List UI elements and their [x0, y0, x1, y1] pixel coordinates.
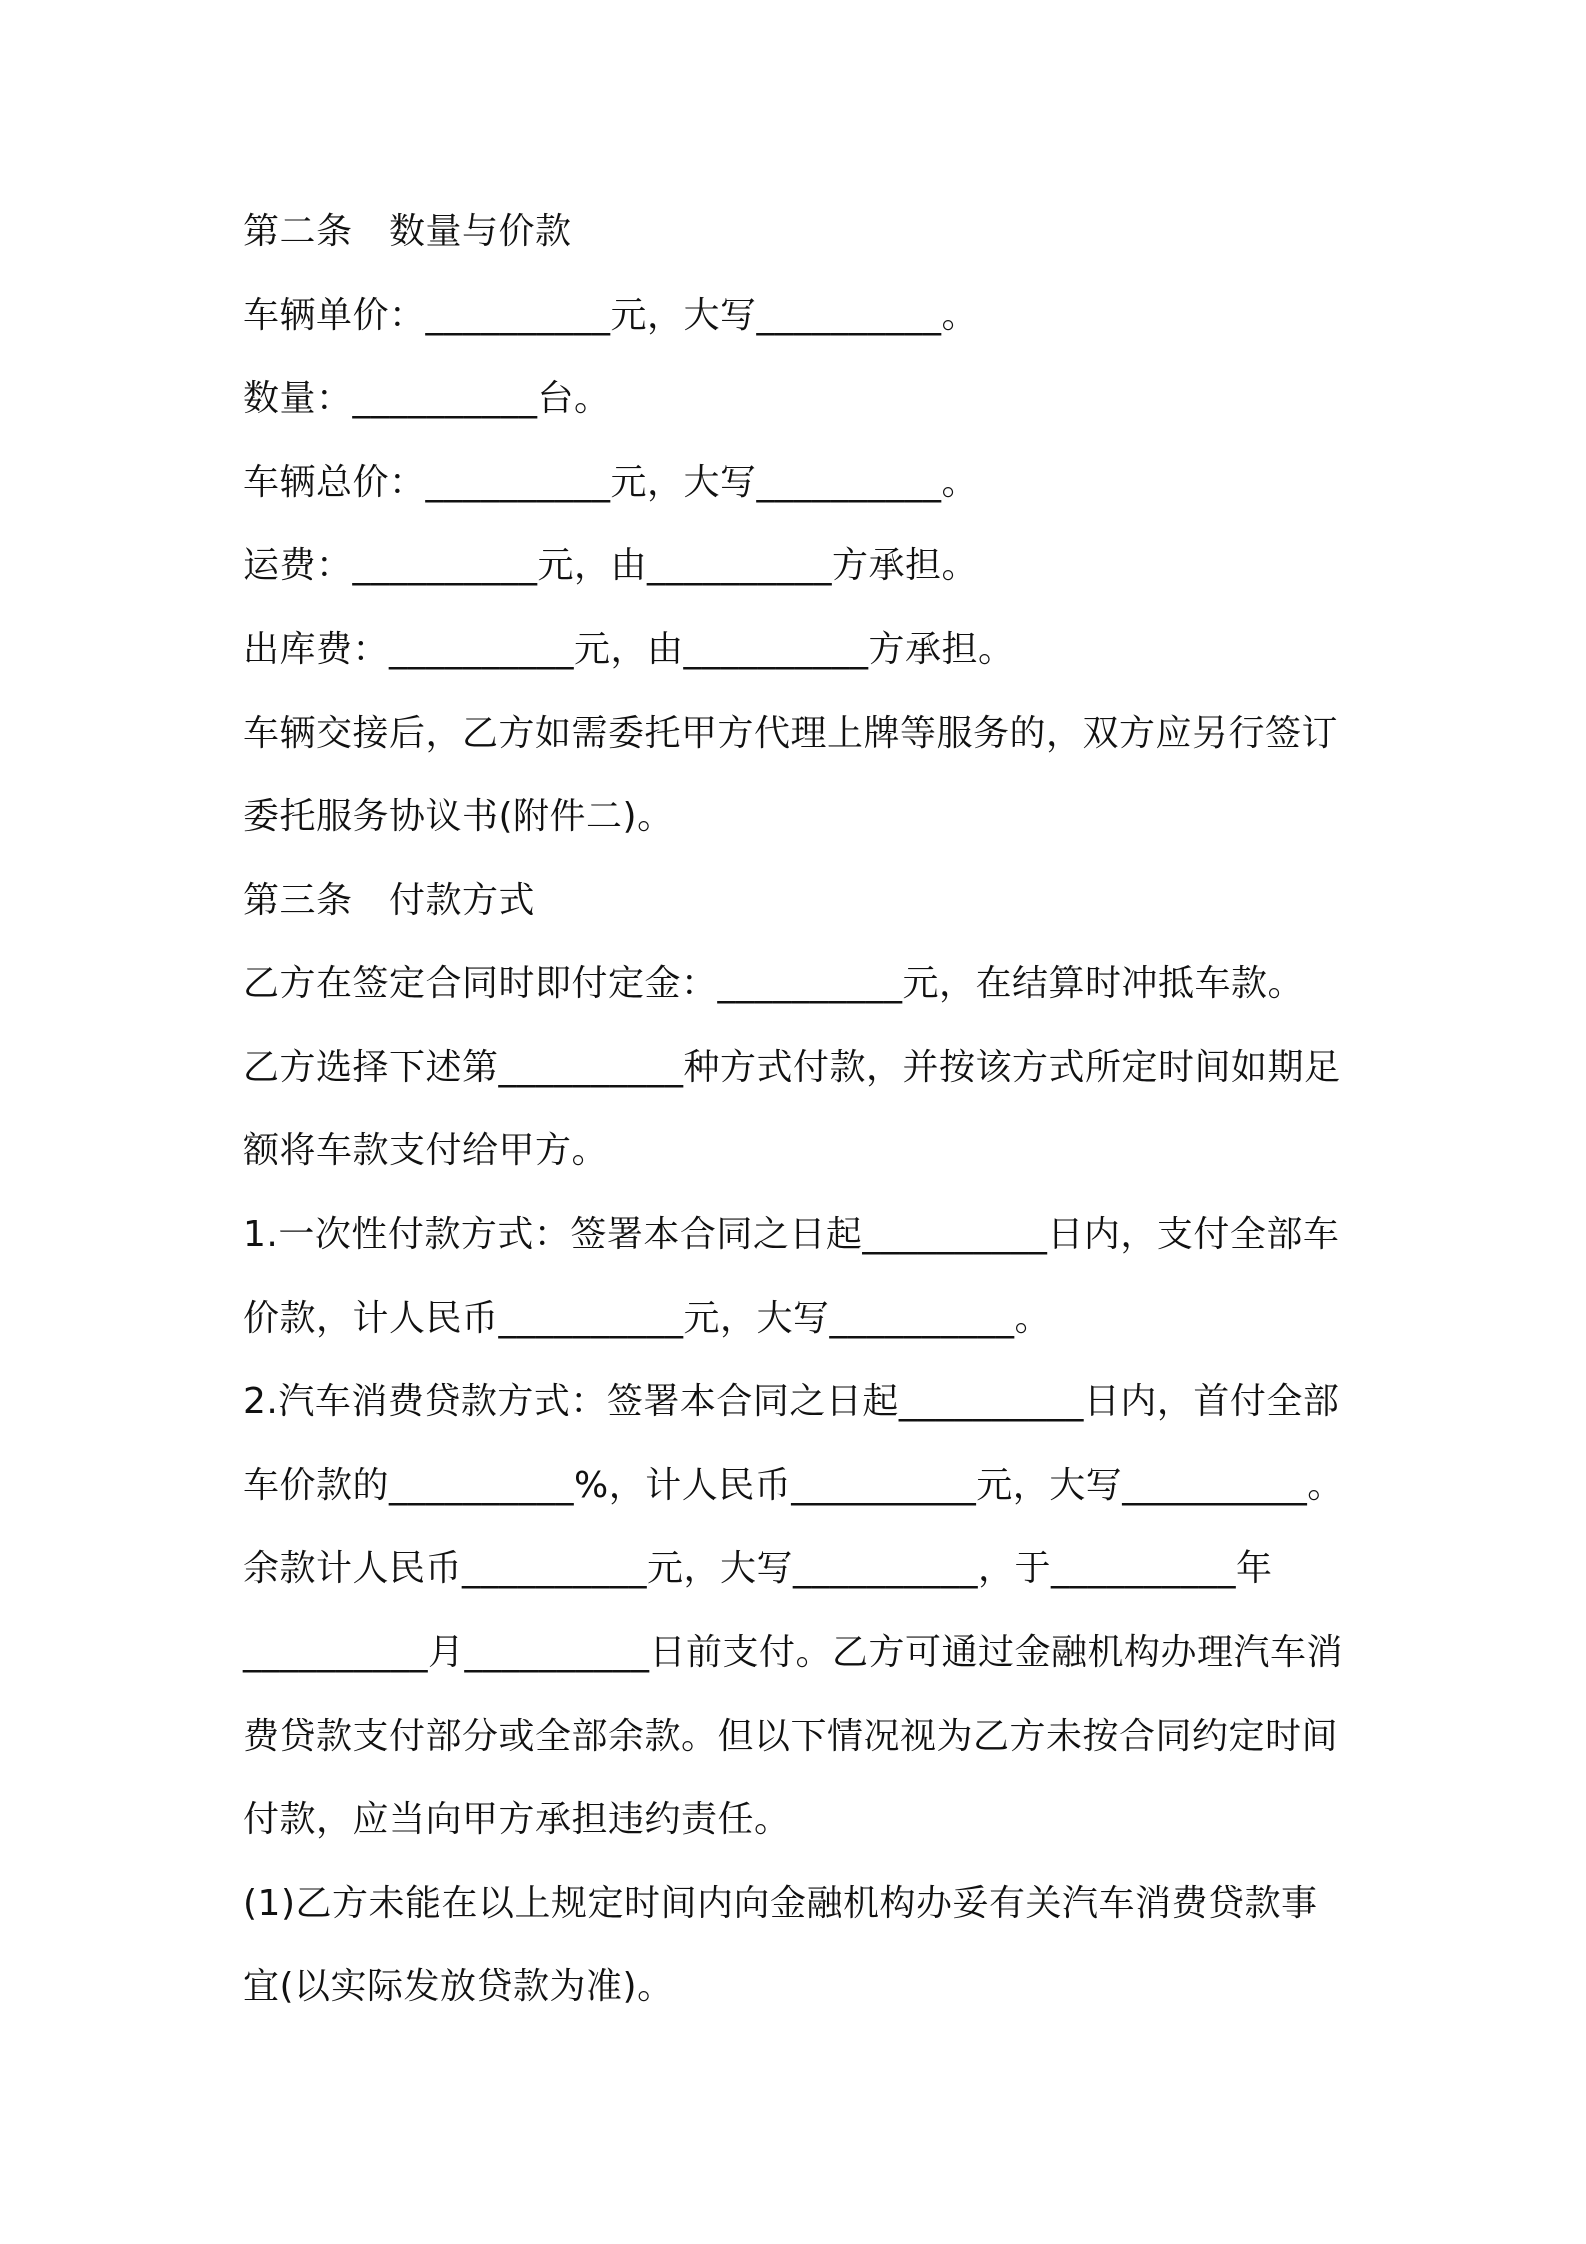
balance-line-2: __________月__________日前支付。乙方可通过金融机构办理汽车消 [243, 1632, 1344, 1673]
loan-line-2: 车价款的__________%，计人民币__________元，大写__________。 [243, 1465, 1344, 1506]
warehouse-fee-line: 出库费：__________元，由__________方承担。 [243, 629, 1015, 670]
condition-1-line-2: 宜(以实际发放贷款为准)。 [243, 1966, 674, 2007]
unit-price-line: 车辆单价：__________元，大写__________。 [243, 295, 979, 336]
payment-choice-line-2: 额将车款支付给甲方。 [243, 1130, 609, 1171]
balance-line-3: 费贷款支付部分或全部余款。但以下情况视为乙方未按合同约定时间 [243, 1716, 1339, 1757]
lump-sum-line-2: 价款，计人民币__________元，大写__________。 [243, 1298, 1052, 1339]
loan-line-1: 2.汽车消费贷款方式：签署本合同之日起__________日内，首付全部 [243, 1381, 1340, 1422]
balance-line-1: 余款计人民币__________元，大写__________，于__________年 [243, 1548, 1273, 1589]
article-2-heading: 第二条 数量与价款 [243, 211, 572, 252]
condition-1-line-1: (1)乙方未能在以上规定时间内向金融机构办妥有关汽车消费贷款事 [243, 1883, 1318, 1924]
freight-line: 运费：__________元，由__________方承担。 [243, 545, 979, 586]
payment-choice-line-1: 乙方选择下述第__________种方式付款，并按该方式所定时间如期足 [243, 1047, 1341, 1088]
delegation-paragraph-line-2: 委托服务协议书(附件二)。 [243, 796, 674, 837]
quantity-line: 数量：__________台。 [243, 378, 611, 419]
lump-sum-line-1: 1.一次性付款方式：签署本合同之日起__________日内，支付全部车 [243, 1214, 1340, 1255]
deposit-line: 乙方在签定合同时即付定金：__________元，在结算时冲抵车款。 [243, 963, 1305, 1004]
delegation-paragraph-line-1: 车辆交接后，乙方如需委托甲方代理上牌等服务的，双方应另行签订 [243, 713, 1339, 754]
article-3-heading: 第三条 付款方式 [243, 880, 536, 921]
total-price-line: 车辆总价：__________元，大写__________。 [243, 462, 979, 503]
balance-line-4: 付款，应当向甲方承担违约责任。 [243, 1799, 791, 1840]
